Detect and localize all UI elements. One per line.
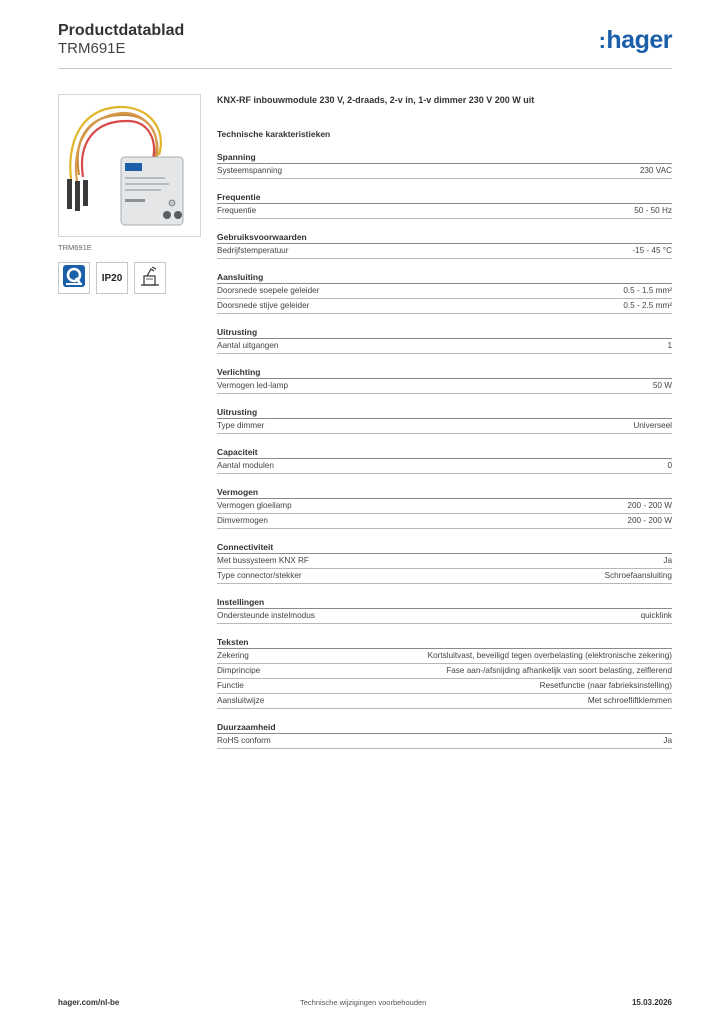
product-image-caption: TRM691E [58,243,92,252]
spec-group-title: Aansluiting [217,271,672,284]
spec-group-title: Verlichting [217,366,672,379]
spec-value: Fase aan-/afsnijding afhankelijk van soort belasting, zelflerend [446,666,672,675]
spec-group-title: Gebruiksvoorwaarden [217,231,672,244]
installation-symbol-icon [138,264,162,293]
spec-group-title: Teksten [217,636,672,649]
spec-value: 50 W [652,381,672,390]
spec-row [217,299,672,314]
header-divider [58,68,672,69]
spec-row [217,244,672,259]
ip20-badge: IP20 [96,262,128,294]
spec-group [217,636,672,709]
spec-row [217,419,672,434]
product-photo [59,95,200,236]
spec-value: 200 - 200 W [627,516,672,525]
spec-row [217,514,672,529]
spec-label: Aantal uitgangen [217,341,279,350]
spec-group [217,541,672,584]
spec-row [217,499,672,514]
spec-row [217,679,672,694]
spec-label: Vermogen led-lamp [217,381,288,390]
spec-row [217,554,672,569]
product-image [58,94,201,237]
spec-group-title: Frequentie [217,191,672,204]
footer-date: 15.03.2026 [631,998,672,1007]
spec-value: 1 [667,341,672,350]
spec-row [217,649,672,664]
spec-group-title: Capaciteit [217,446,672,459]
spec-label: Functie [217,681,244,690]
spec-value: Schroefaansluiting [604,571,672,580]
quality-mark-icon [62,264,86,293]
spec-label: Aansluitwijze [217,696,265,705]
spec-row [217,734,672,749]
certification-badges [58,262,166,294]
spec-row [217,569,672,584]
spec-groups [217,151,672,749]
spec-value: 0 [667,461,672,470]
spec-group-title: Uitrusting [217,406,672,419]
spec-value: Universeel [633,421,672,430]
spec-value: Ja [663,556,672,565]
hager-logo[interactable] [599,26,672,55]
spec-row [217,459,672,474]
spec-value: quicklink [640,611,672,620]
spec-group [217,366,672,394]
spec-group-title: Connectiviteit [217,541,672,554]
spec-label: Doorsnede soepele geleider [217,286,320,295]
spec-group [217,446,672,474]
spec-label: Vermogen gloeilamp [217,501,292,510]
spec-value: Ja [663,736,672,745]
quality-mark-badge [58,262,90,294]
spec-value: -15 - 45 °C [632,246,672,255]
spec-group-title: Uitrusting [217,326,672,339]
spec-group [217,151,672,179]
spec-label: Type connector/stekker [217,571,302,580]
spec-group [217,406,672,434]
footer-disclaimer: Technische wijzigingen voorbehouden [300,998,427,1007]
spec-label: Bedrijfstemperatuur [217,246,289,255]
spec-label: Dimvermogen [217,516,268,525]
spec-row [217,204,672,219]
spec-value: Resetfunctie (naar fabrieksinstelling) [539,681,672,690]
spec-label: Doorsnede stijve geleider [217,301,310,310]
spec-label: Met bussysteem KNX RF [217,556,309,565]
logo-colon-mark: : [598,28,606,53]
logo-text: hager [606,26,672,54]
spec-row [217,609,672,624]
spec-group [217,721,672,749]
spec-label: Systeemspanning [217,166,283,175]
spec-group-title: Instellingen [217,596,672,609]
spec-group-title: Spanning [217,151,672,164]
content-column [217,93,672,749]
spec-value: Met schroefliftklemmen [587,696,672,705]
spec-group [217,326,672,354]
spec-row [217,164,672,179]
spec-label: Zekering [217,651,249,660]
spec-value: 200 - 200 W [627,501,672,510]
spec-value: 230 VAC [639,166,672,175]
footer-website-link[interactable]: hager.com/nl-be [58,998,120,1007]
spec-group [217,596,672,624]
spec-group [217,191,672,219]
tech-specs-heading: Technische karakteristieken [217,129,331,139]
spec-group-title: Vermogen [217,486,672,499]
spec-row [217,694,672,709]
spec-group [217,486,672,529]
product-description: KNX-RF inbouwmodule 230 V, 2-draads, 2-v in, 1-v dimmer 230 V 200 W uit [217,95,535,105]
spec-group-title: Duurzaamheid [217,721,672,734]
spec-label: Aantal modulen [217,461,274,470]
installation-badge [134,262,166,294]
spec-row [217,284,672,299]
spec-label: Dimprincipe [217,666,261,675]
spec-group [217,271,672,314]
document-title: Productdatablad [58,22,185,39]
spec-value: Kortsluitvast, beveiligd tegen overbelasting (elektronische zekering) [427,651,672,660]
article-number: TRM691E [58,40,126,57]
spec-label: RoHS conform [217,736,271,745]
spec-label: Frequentie [217,206,257,215]
spec-row [217,379,672,394]
spec-value: 50 - 50 Hz [634,206,672,215]
spec-row [217,664,672,679]
spec-value: 0.5 - 2.5 mm² [623,301,672,310]
spec-group [217,231,672,259]
spec-row [217,339,672,354]
spec-label: Ondersteunde instelmodus [217,611,315,620]
spec-value: 0.5 - 1.5 mm² [623,286,672,295]
spec-label: Type dimmer [217,421,265,430]
